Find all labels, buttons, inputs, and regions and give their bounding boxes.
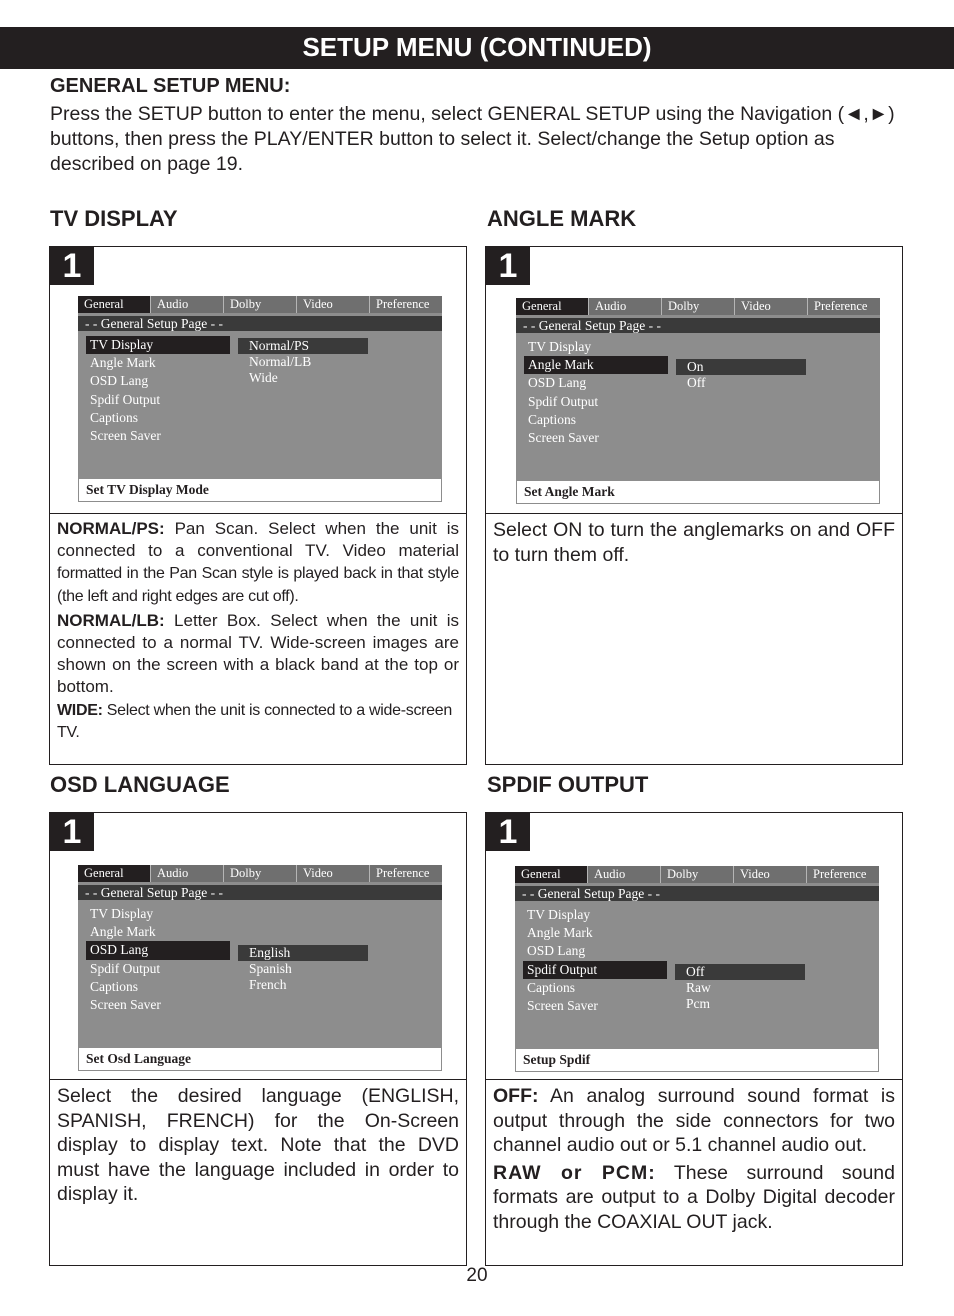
spdif-output-panel xyxy=(485,812,903,1266)
osd-tab-dolby: Dolby xyxy=(223,865,296,882)
osd-item-screen-saver: Screen Saver xyxy=(527,997,598,1013)
normal-ps-text-cont: formatted in the Pan Scan style is played back in that style (the left and right edges are cut off). xyxy=(57,565,459,605)
osd-option: Spanish xyxy=(249,961,292,976)
osd-tab-video: Video xyxy=(296,865,369,882)
osd-menu-items xyxy=(86,336,230,445)
osd-tabs xyxy=(516,298,880,315)
wide-text: Select when the unit is connected to a wide-screen TV. xyxy=(57,702,452,741)
normal-lb-text: Letter Box. Select when the unit is connected to a normal TV. Wide-screen images are shown on the screen with a black band at the top or bottom. xyxy=(57,611,459,696)
off-text: An analog surround sound format is output through the side connectors for two channel audio out or 5.1 channel audio out. xyxy=(493,1085,896,1156)
osd-option: Wide xyxy=(249,370,278,385)
osd-screen xyxy=(515,866,879,1072)
osd-menu-items xyxy=(86,905,230,1014)
angle-mark-text: Select ON to turn the anglemarks on and OFF to turn them off. xyxy=(493,519,895,566)
page-number: 20 xyxy=(466,1265,488,1286)
osd-language-text: Select the desired language (ENGLISH, SPANISH, FRENCH) for the On-Screen display to display text. Note that the DVD must have the language included in order to display it. xyxy=(57,1085,459,1205)
osd-option: Raw xyxy=(686,980,711,995)
osd-item-captions: Captions xyxy=(528,411,577,427)
osd-option: Off xyxy=(675,964,805,980)
osd-item-angle-mark: Angle Mark xyxy=(90,924,156,940)
osd-item-osd-lang: OSD Lang xyxy=(86,941,230,959)
osd-tab-general: General xyxy=(515,866,587,883)
angle-mark-panel xyxy=(485,246,903,765)
osd-item-spdif-output: Spdif Output xyxy=(528,393,599,409)
osd-option: English xyxy=(238,945,368,961)
step-number: 1 xyxy=(486,247,530,285)
spdif-output-description xyxy=(486,1080,902,1234)
osd-item-captions: Captions xyxy=(90,978,139,994)
osd-item-screen-saver: Screen Saver xyxy=(528,429,599,445)
spdif-output-title: SPDIF OUTPUT xyxy=(487,772,649,797)
osd-tab-dolby: Dolby xyxy=(661,298,734,315)
tv-display-panel xyxy=(49,246,467,765)
osd-language-panel xyxy=(49,812,467,1266)
osd-item-angle-mark: Angle Mark xyxy=(90,355,156,371)
osd-tab-preference: Preference xyxy=(807,298,880,315)
osd-options xyxy=(676,359,806,391)
osd-tab-video: Video xyxy=(296,296,369,313)
osd-option: French xyxy=(249,977,287,992)
osd-item-captions: Captions xyxy=(527,979,576,995)
page-title: SETUP MENU (CONTINUED) xyxy=(0,27,954,69)
osd-footer: Setup Spdif xyxy=(515,1048,879,1072)
osd-options xyxy=(238,945,368,993)
osd-tabs xyxy=(78,296,442,313)
osd-item-tv-display: TV Display xyxy=(527,907,591,922)
osd-item-spdif-output: Spdif Output xyxy=(90,391,161,407)
osd-tab-dolby: Dolby xyxy=(223,296,296,313)
osd-item-osd-lang: OSD Lang xyxy=(527,943,586,959)
tv-display-description xyxy=(50,514,466,744)
osd-option: Normal/LB xyxy=(249,354,312,369)
osd-options xyxy=(238,338,368,386)
osd-footer: Set TV Display Mode xyxy=(78,478,442,502)
osd-tab-audio: Audio xyxy=(150,865,223,882)
osd-option: Off xyxy=(687,375,706,390)
general-setup-intro: Press the SETUP button to enter the menu, select GENERAL SETUP using the Navigation (◄,►) buttons, then press the PLAY/ENTER button to select it. Select/change the Setup option as described on page 19. xyxy=(50,103,895,175)
osd-tab-audio: Audio xyxy=(150,296,223,313)
raw-pcm-label: RAW or PCM: xyxy=(493,1161,656,1184)
osd-item-tv-display: TV Display xyxy=(528,339,592,354)
osd-language-description xyxy=(50,1080,466,1207)
osd-tab-preference: Preference xyxy=(369,296,442,313)
osd-screen xyxy=(78,296,442,502)
osd-item-tv-display: TV Display xyxy=(86,336,230,354)
normal-ps-text: Pan Scan. Select when the unit is connected to a conventional TV. Video material xyxy=(57,519,459,560)
osd-tab-dolby: Dolby xyxy=(660,866,733,883)
osd-option: Normal/PS xyxy=(238,338,368,354)
osd-screen xyxy=(516,298,880,504)
angle-mark-title: ANGLE MARK xyxy=(487,206,637,231)
raw-pcm-text: These surround sound formats are output to a Dolby Digital decoder through the COAXIAL OUT jack. xyxy=(493,1161,895,1233)
osd-item-osd-lang: OSD Lang xyxy=(90,373,149,389)
step-number: 1 xyxy=(486,813,530,851)
osd-options xyxy=(675,964,805,1012)
osd-tab-preference: Preference xyxy=(369,865,442,882)
off-label: OFF: xyxy=(493,1085,539,1107)
osd-tabs xyxy=(78,865,442,882)
osd-footer: Set Osd Language xyxy=(78,1047,442,1071)
osd-item-angle-mark: Angle Mark xyxy=(527,925,593,941)
osd-tabs xyxy=(515,866,879,883)
osd-page-label: - - General Setup Page - - xyxy=(516,318,880,333)
osd-tab-audio: Audio xyxy=(588,298,661,315)
osd-tab-general: General xyxy=(78,296,150,313)
osd-page-label: - - General Setup Page - - xyxy=(78,316,442,331)
osd-option: Pcm xyxy=(686,996,711,1011)
osd-item-angle-mark: Angle Mark xyxy=(524,356,668,374)
general-setup-heading: GENERAL SETUP MENU: xyxy=(50,75,291,97)
osd-tab-audio: Audio xyxy=(587,866,660,883)
normal-ps-label: NORMAL/PS: xyxy=(57,519,165,538)
osd-item-screen-saver: Screen Saver xyxy=(90,427,161,443)
osd-tab-video: Video xyxy=(734,298,807,315)
angle-mark-description xyxy=(486,514,902,567)
osd-option: On xyxy=(676,359,806,375)
normal-lb-label: NORMAL/LB: xyxy=(57,611,165,630)
osd-item-tv-display: TV Display xyxy=(90,906,154,921)
tv-display-title: TV DISPLAY xyxy=(50,206,178,231)
osd-item-captions: Captions xyxy=(90,409,139,425)
osd-page-label: - - General Setup Page - - xyxy=(515,886,879,901)
step-number: 1 xyxy=(50,247,94,285)
osd-screen xyxy=(78,865,442,1071)
osd-menu-items xyxy=(524,338,668,447)
step-number: 1 xyxy=(50,813,94,851)
osd-item-osd-lang: OSD Lang xyxy=(528,375,587,391)
osd-language-title: OSD LANGUAGE xyxy=(50,772,230,797)
osd-menu-items xyxy=(523,906,667,1015)
osd-tab-video: Video xyxy=(733,866,806,883)
osd-item-screen-saver: Screen Saver xyxy=(90,996,161,1012)
osd-item-spdif-output: Spdif Output xyxy=(90,960,161,976)
osd-item-spdif-output: Spdif Output xyxy=(523,961,667,979)
osd-page-label: - - General Setup Page - - xyxy=(78,885,442,900)
osd-footer: Set Angle Mark xyxy=(516,480,880,504)
osd-tab-preference: Preference xyxy=(806,866,879,883)
wide-label: WIDE: xyxy=(57,702,103,719)
osd-tab-general: General xyxy=(78,865,150,882)
osd-tab-general: General xyxy=(516,298,588,315)
